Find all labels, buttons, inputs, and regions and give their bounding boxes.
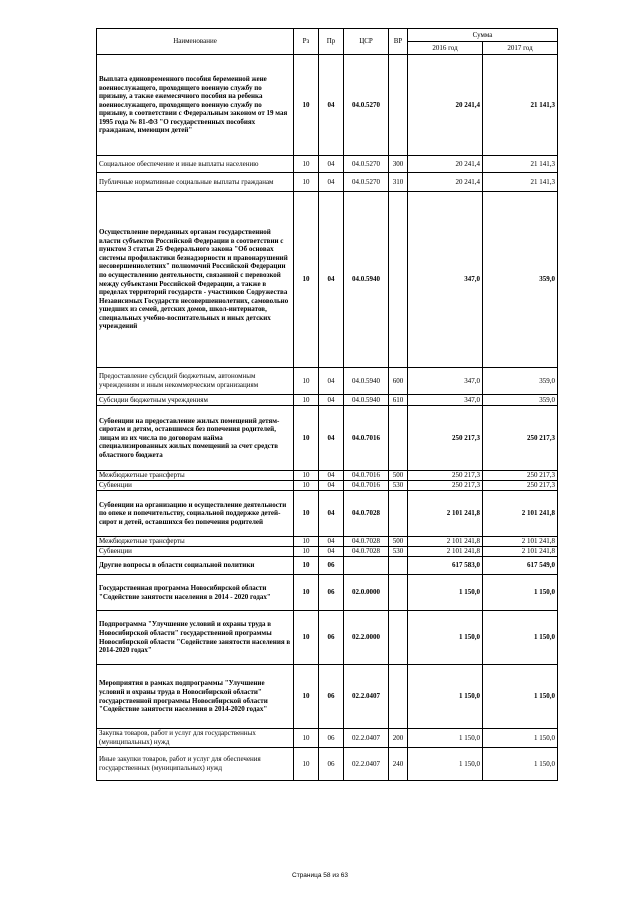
col-header-rz: Рз bbox=[294, 29, 319, 55]
cell-rz: 10 bbox=[294, 665, 319, 729]
table-row bbox=[97, 471, 558, 481]
cell-csr: 02.2.0000 bbox=[344, 611, 389, 665]
cell-sum-2016: 20 241,4 bbox=[408, 156, 483, 173]
cell-name: Государственная программа Новосибирской области "Содействие занятости населения в 2014 - 2020 годах" bbox=[97, 575, 294, 611]
cell-sum-2016: 250 217,3 bbox=[408, 471, 483, 481]
cell-csr: 04.0.7028 bbox=[344, 491, 389, 537]
cell-sum-2016: 617 583,0 bbox=[408, 557, 483, 575]
cell-sum-2016: 347,0 bbox=[408, 395, 483, 406]
cell-vr: 610 bbox=[389, 395, 408, 406]
budget-table bbox=[96, 28, 558, 781]
col-header-2016: 2016 год bbox=[408, 42, 483, 55]
cell-csr: 04.0.7028 bbox=[344, 537, 389, 547]
cell-sum-2016: 2 101 241,8 bbox=[408, 547, 483, 557]
cell-pr: 04 bbox=[319, 192, 344, 368]
cell-vr bbox=[389, 575, 408, 611]
table-row bbox=[97, 665, 558, 729]
cell-rz: 10 bbox=[294, 748, 319, 781]
table-row bbox=[97, 368, 558, 395]
cell-pr: 04 bbox=[319, 537, 344, 547]
cell-pr: 04 bbox=[319, 173, 344, 192]
cell-rz: 10 bbox=[294, 575, 319, 611]
table-row bbox=[97, 156, 558, 173]
cell-sum-2017: 250 217,3 bbox=[483, 471, 558, 481]
cell-vr bbox=[389, 406, 408, 471]
cell-vr: 500 bbox=[389, 471, 408, 481]
cell-sum-2016: 1 150,0 bbox=[408, 729, 483, 748]
table-row bbox=[97, 173, 558, 192]
cell-sum-2017: 359,0 bbox=[483, 368, 558, 395]
cell-rz: 10 bbox=[294, 481, 319, 491]
col-header-csr: ЦСР bbox=[344, 29, 389, 55]
cell-sum-2016: 347,0 bbox=[408, 368, 483, 395]
cell-sum-2016: 347,0 bbox=[408, 192, 483, 368]
cell-rz: 10 bbox=[294, 491, 319, 537]
cell-pr: 06 bbox=[319, 729, 344, 748]
cell-sum-2017: 21 141,3 bbox=[483, 156, 558, 173]
cell-pr: 06 bbox=[319, 748, 344, 781]
cell-rz: 10 bbox=[294, 537, 319, 547]
cell-csr: 04.0.7016 bbox=[344, 406, 389, 471]
cell-sum-2017: 1 150,0 bbox=[483, 611, 558, 665]
cell-sum-2017: 1 150,0 bbox=[483, 575, 558, 611]
page-footer: Страница 58 из 63 bbox=[292, 872, 348, 879]
cell-csr: 04.0.5270 bbox=[344, 173, 389, 192]
cell-csr: 02.2.0407 bbox=[344, 665, 389, 729]
cell-csr: 04.0.5940 bbox=[344, 192, 389, 368]
table-row bbox=[97, 547, 558, 557]
cell-sum-2016: 2 101 241,8 bbox=[408, 537, 483, 547]
cell-csr: 02.2.0407 bbox=[344, 748, 389, 781]
cell-name: Межбюджетные трансферты bbox=[97, 537, 294, 547]
table-row bbox=[97, 192, 558, 368]
cell-name: Публичные нормативные социальные выплаты гражданам bbox=[97, 173, 294, 192]
cell-rz: 10 bbox=[294, 729, 319, 748]
cell-sum-2017: 2 101 241,8 bbox=[483, 537, 558, 547]
col-header-vr: ВР bbox=[389, 29, 408, 55]
cell-csr: 04.0.5270 bbox=[344, 156, 389, 173]
cell-sum-2017: 2 101 241,8 bbox=[483, 491, 558, 537]
cell-name: Предоставление субсидий бюджетным, автономным учреждениям и иным некоммерческим организациям bbox=[97, 368, 294, 395]
cell-csr: 04.0.5940 bbox=[344, 368, 389, 395]
cell-name: Иные закупки товаров, работ и услуг для обеспечения государственных (муниципальных) нужд bbox=[97, 748, 294, 781]
cell-vr: 530 bbox=[389, 481, 408, 491]
cell-sum-2017: 1 150,0 bbox=[483, 748, 558, 781]
table-row bbox=[97, 491, 558, 537]
cell-vr: 200 bbox=[389, 729, 408, 748]
cell-name: Подпрограмма "Улучшение условий и охраны труда в Новосибирской области" государственной программы Новосибирской области "Содействие занятости населения в 2014-2020 годах" bbox=[97, 611, 294, 665]
cell-csr: 04.0.5940 bbox=[344, 395, 389, 406]
table-row bbox=[97, 537, 558, 547]
table-row bbox=[97, 748, 558, 781]
cell-pr: 06 bbox=[319, 575, 344, 611]
cell-sum-2017: 359,0 bbox=[483, 192, 558, 368]
cell-name: Субвенции bbox=[97, 481, 294, 491]
cell-name: Осуществление переданных органам государственной власти субъектов Российской Федерации в соответствии с пунктом 3 статьи 25 Федерального закона "Об основах системы профилактики безнадзорности и правонарушений несовершеннолетних" полномочий Российской Федерации по осуществлению деятельности, связанной с перевозкой между субъектами Российской Федерации, а также в пределах территорий государств - участников Содружества Независимых Государств несовершеннолетних, самовольно ушедших из семей, детских домов, школ-интернатов, специальных учебно-воспитательных и иных детских учреждений bbox=[97, 192, 294, 368]
cell-vr bbox=[389, 611, 408, 665]
cell-pr: 04 bbox=[319, 491, 344, 537]
table-row bbox=[97, 557, 558, 575]
cell-vr: 310 bbox=[389, 173, 408, 192]
col-header-name: Наименование bbox=[97, 29, 294, 55]
cell-sum-2016: 250 217,3 bbox=[408, 406, 483, 471]
cell-name: Субвенции bbox=[97, 547, 294, 557]
cell-csr bbox=[344, 557, 389, 575]
cell-vr: 300 bbox=[389, 156, 408, 173]
cell-sum-2016: 20 241,4 bbox=[408, 173, 483, 192]
cell-sum-2016: 1 150,0 bbox=[408, 665, 483, 729]
cell-name: Выплата единовременного пособия беременной жене военнослужащего, проходящего военную службу по призыву, а также ежемесячного пособия на ребенка военнослужащего, проходящего военную службу по призыву, в соответствии с Федеральным законом от 19 мая 1995 года № 81-ФЗ "О государственных пособиях гражданам, имеющим детей" bbox=[97, 55, 294, 156]
table-row bbox=[97, 729, 558, 748]
col-header-2017: 2017 год bbox=[483, 42, 558, 55]
cell-pr: 04 bbox=[319, 55, 344, 156]
cell-sum-2016: 1 150,0 bbox=[408, 748, 483, 781]
cell-csr: 02.0.0000 bbox=[344, 575, 389, 611]
cell-vr: 530 bbox=[389, 547, 408, 557]
cell-sum-2016: 250 217,3 bbox=[408, 481, 483, 491]
cell-rz: 10 bbox=[294, 395, 319, 406]
cell-name: Мероприятия в рамках подпрограммы "Улучшение условий и охраны труда в Новосибирской области" государственной программы Новосибирской области "Содействие занятости населения в 2014-2020 годах" bbox=[97, 665, 294, 729]
cell-rz: 10 bbox=[294, 55, 319, 156]
cell-rz: 10 bbox=[294, 156, 319, 173]
cell-pr: 04 bbox=[319, 156, 344, 173]
cell-name: Субсидии бюджетным учреждениям bbox=[97, 395, 294, 406]
cell-rz: 10 bbox=[294, 368, 319, 395]
cell-vr: 240 bbox=[389, 748, 408, 781]
cell-sum-2017: 250 217,3 bbox=[483, 406, 558, 471]
cell-rz: 10 bbox=[294, 547, 319, 557]
cell-vr: 600 bbox=[389, 368, 408, 395]
table-body bbox=[97, 55, 558, 781]
cell-pr: 04 bbox=[319, 406, 344, 471]
cell-csr: 02.2.0407 bbox=[344, 729, 389, 748]
cell-rz: 10 bbox=[294, 557, 319, 575]
cell-name: Социальное обеспечение и иные выплаты населению bbox=[97, 156, 294, 173]
cell-pr: 06 bbox=[319, 557, 344, 575]
cell-name: Субвенции на предоставление жилых помещений детям-сиротам и детям, оставшимся без попечения родителей, лицам из их числа по договорам найма специализированных жилых помещений за счет средств областного бюджета bbox=[97, 406, 294, 471]
cell-rz: 10 bbox=[294, 192, 319, 368]
cell-pr: 04 bbox=[319, 471, 344, 481]
table-row bbox=[97, 575, 558, 611]
cell-csr: 04.0.7016 bbox=[344, 471, 389, 481]
cell-sum-2017: 21 141,3 bbox=[483, 173, 558, 192]
cell-csr: 04.0.5270 bbox=[344, 55, 389, 156]
cell-vr bbox=[389, 665, 408, 729]
cell-csr: 04.0.7028 bbox=[344, 547, 389, 557]
cell-vr bbox=[389, 557, 408, 575]
cell-pr: 06 bbox=[319, 611, 344, 665]
cell-csr: 04.0.7016 bbox=[344, 481, 389, 491]
cell-rz: 10 bbox=[294, 173, 319, 192]
cell-sum-2017: 1 150,0 bbox=[483, 729, 558, 748]
cell-sum-2016: 2 101 241,8 bbox=[408, 491, 483, 537]
cell-sum-2016: 20 241,4 bbox=[408, 55, 483, 156]
cell-rz: 10 bbox=[294, 471, 319, 481]
table-header bbox=[97, 29, 558, 55]
cell-pr: 04 bbox=[319, 368, 344, 395]
cell-name: Закупка товаров, работ и услуг для государственных (муниципальных) нужд bbox=[97, 729, 294, 748]
cell-sum-2017: 2 101 241,8 bbox=[483, 547, 558, 557]
table-row bbox=[97, 55, 558, 156]
cell-pr: 06 bbox=[319, 665, 344, 729]
cell-vr bbox=[389, 491, 408, 537]
cell-pr: 04 bbox=[319, 395, 344, 406]
cell-pr: 04 bbox=[319, 481, 344, 491]
cell-sum-2017: 250 217,3 bbox=[483, 481, 558, 491]
cell-vr bbox=[389, 192, 408, 368]
cell-rz: 10 bbox=[294, 406, 319, 471]
table-row bbox=[97, 611, 558, 665]
cell-vr bbox=[389, 55, 408, 156]
cell-sum-2017: 1 150,0 bbox=[483, 665, 558, 729]
cell-sum-2017: 359,0 bbox=[483, 395, 558, 406]
cell-sum-2017: 21 141,3 bbox=[483, 55, 558, 156]
cell-name: Другие вопросы в области социальной политики bbox=[97, 557, 294, 575]
table-row bbox=[97, 395, 558, 406]
cell-name: Межбюджетные трансферты bbox=[97, 471, 294, 481]
cell-sum-2017: 617 549,0 bbox=[483, 557, 558, 575]
table-row bbox=[97, 481, 558, 491]
col-header-sum: Сумма bbox=[408, 29, 558, 42]
col-header-pr: Пр bbox=[319, 29, 344, 55]
table-row bbox=[97, 406, 558, 471]
cell-sum-2016: 1 150,0 bbox=[408, 611, 483, 665]
cell-sum-2016: 1 150,0 bbox=[408, 575, 483, 611]
cell-rz: 10 bbox=[294, 611, 319, 665]
cell-vr: 500 bbox=[389, 537, 408, 547]
cell-name: Субвенции на организацию и осуществление деятельности по опеке и попечительству, социальной поддержке детей-сирот и детей, оставшихся без попечения родителей bbox=[97, 491, 294, 537]
cell-pr: 04 bbox=[319, 547, 344, 557]
